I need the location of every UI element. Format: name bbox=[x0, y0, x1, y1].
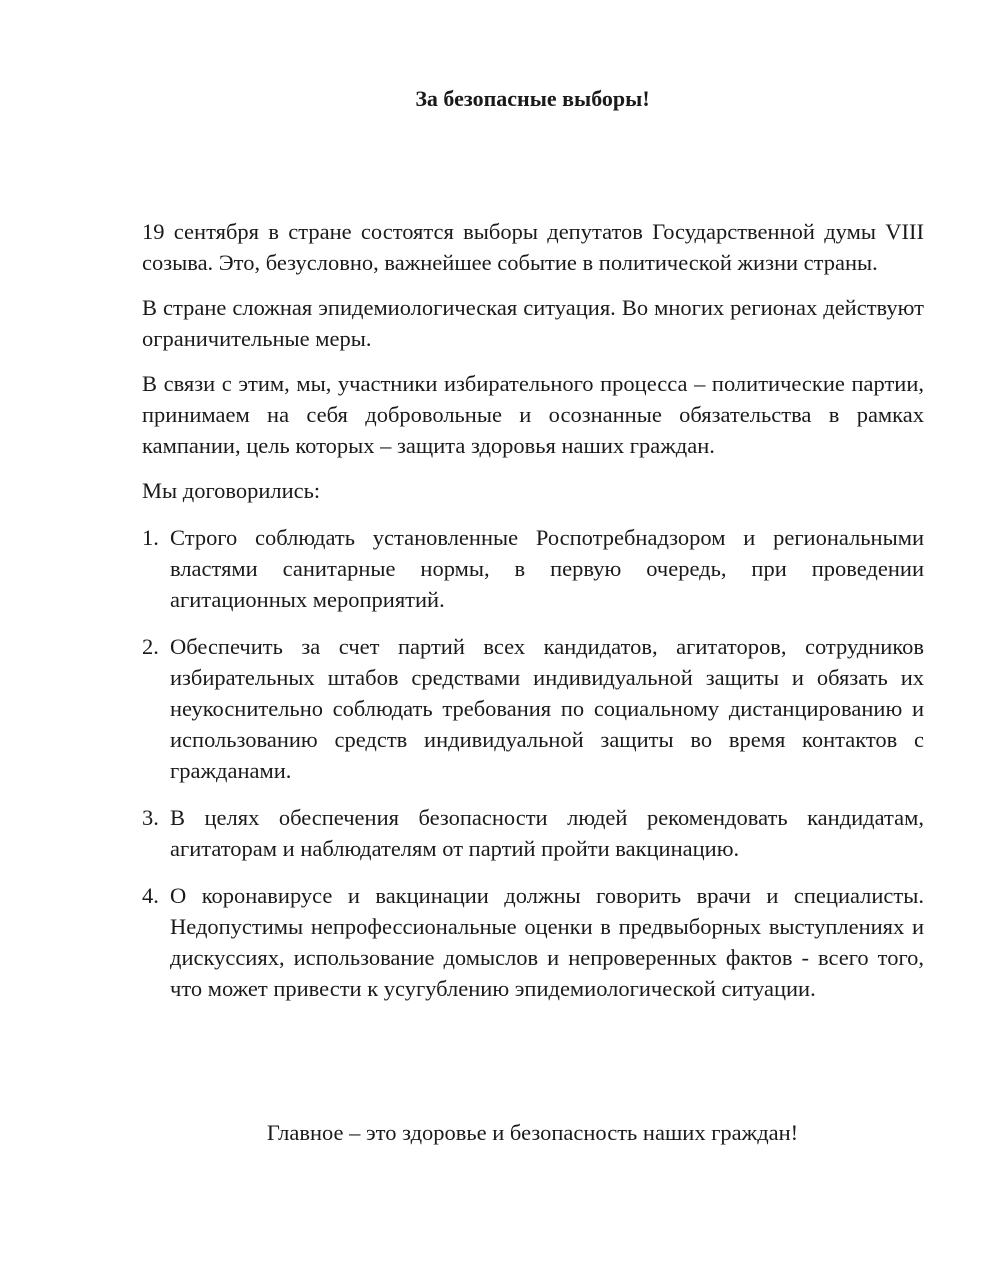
agreement-lead: Мы договорились: bbox=[142, 478, 321, 503]
list-item-text: Строго соблюдать установленные Роспотребнадзором и региональными властями санитарные нормы, в первую очередь, при проведении агитационных мероприятий. bbox=[170, 525, 924, 612]
list-item-number: 3. bbox=[142, 805, 159, 830]
list-item-text: В целях обеспечения безопасности людей рекомендовать кандидатам, агитаторам и наблюдателям от партий пройти вакцинацию. bbox=[170, 805, 924, 861]
list-item-number: 1. bbox=[142, 525, 159, 550]
situation-paragraph: В стране сложная эпидемиологическая ситуация. Во многих регионах действуют ограничительные меры. bbox=[142, 295, 924, 351]
commitment-paragraph: В связи с этим, мы, участники избирательного процесса – политические партии, принимаем на себя добровольные и осознанные обязательства в рамках кампании, цель которых – защита здоровья наших граждан. bbox=[142, 371, 924, 458]
list-item-number: 4. bbox=[142, 883, 159, 908]
list-item bbox=[142, 880, 924, 1004]
list-item-text: О коронавирусе и вакцинации должны говорить врачи и специалисты. Недопустимы непрофессиональные оценки в предвыборных выступлениях и дискуссиях, использование домыслов и непроверенных фактов - всего того, что может привести к усугублению эпидемиологической ситуации. bbox=[170, 883, 924, 1001]
closing-statement: Главное – это здоровье и безопасность наших граждан! bbox=[266, 1120, 799, 1145]
list-item-text: Обеспечить за счет партий всех кандидатов, агитаторов, сотрудников избирательных штабов средствами индивидуальной защиты и обязать их неукоснительно соблюдать требования по социальному дистанцированию и использованию средств индивидуальной защиты во время контактов с гражданами. bbox=[170, 634, 924, 783]
list-item-number: 2. bbox=[142, 634, 159, 659]
intro-paragraph: 19 сентября в стране состоятся выборы депутатов Государственной думы VIII созыва. Это, безусловно, важнейшее событие в политической жизни страны. bbox=[142, 219, 924, 275]
list-item bbox=[142, 631, 924, 786]
document-body bbox=[142, 216, 924, 1020]
list-item bbox=[142, 802, 924, 864]
document-title: За безопасные выборы! bbox=[415, 86, 650, 111]
agreement-list bbox=[142, 522, 924, 1004]
list-item bbox=[142, 522, 924, 615]
